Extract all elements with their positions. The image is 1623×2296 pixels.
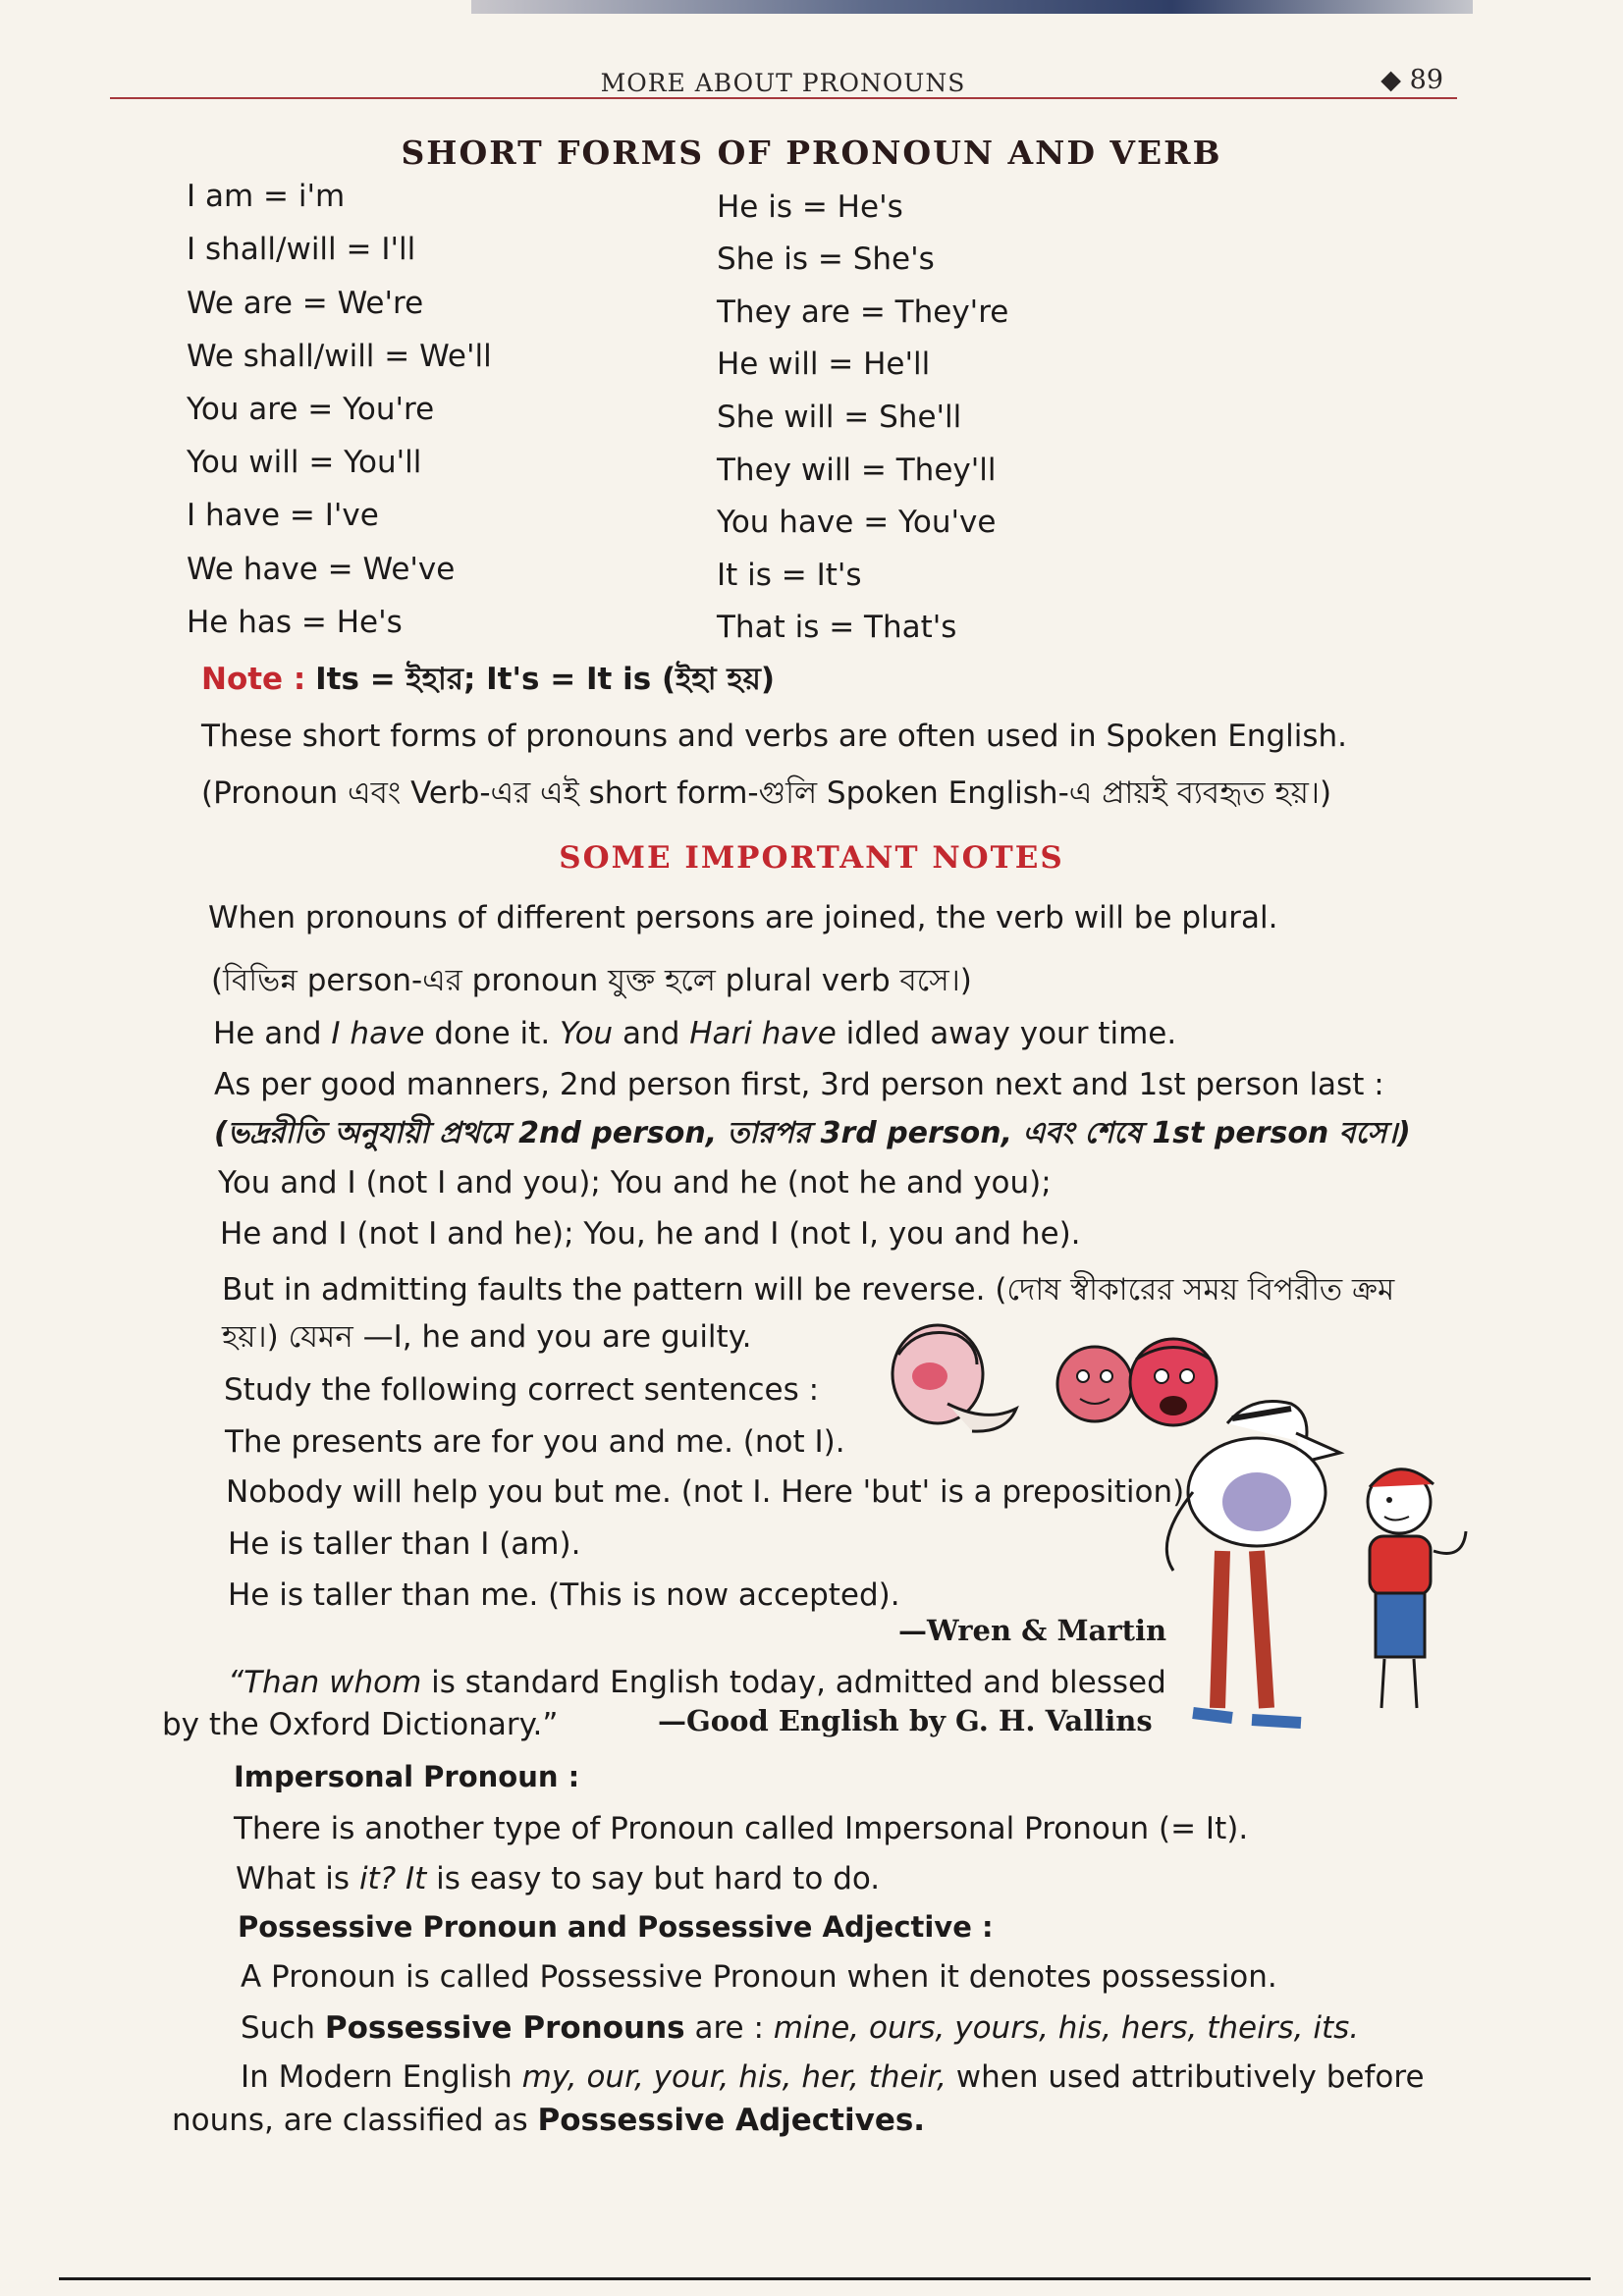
- impersonal-line-2-a: What is: [236, 1861, 359, 1896]
- notes-line-3-d: You: [560, 1016, 614, 1051]
- possessive-line-3-c: when used attributively before: [946, 2059, 1425, 2095]
- short-form-right-8: It is = It's: [717, 558, 862, 593]
- notes-line-3-f: Hari have: [689, 1016, 837, 1051]
- header-rule: [110, 97, 1457, 99]
- possessive-line-3-a: In Modern English: [241, 2059, 522, 2095]
- page-edge-strip: [471, 0, 1473, 14]
- cartoon-girl: [1368, 1469, 1466, 1708]
- notes-line-2: (বিভিন্ন person-এর pronoun যুক্ত হলে plural verb বসে।): [211, 963, 972, 998]
- short-form-right-1: He is = He's: [717, 189, 903, 225]
- short-form-left-2: I shall/will = I'll: [187, 232, 416, 267]
- possessive-line-4-b: Possessive Adjectives.: [537, 2103, 926, 2138]
- quote-line-2: by the Oxford Dictionary.”: [162, 1707, 559, 1742]
- quote-italic: Than whom: [243, 1665, 422, 1700]
- impersonal-line-2-b: it? It: [358, 1861, 427, 1896]
- diamond-bullet-icon: ◆: [1380, 65, 1410, 95]
- notes-line-10: Study the following correct sentences :: [224, 1372, 820, 1408]
- notes-line-8: But in admitting faults the pattern will be reverse. (দোষ স্বীকারের সময় বিপরীত ক্রম: [222, 1272, 1395, 1308]
- impersonal-line-1: There is another type of Pronoun called Impersonal Pronoun (= It).: [234, 1811, 1249, 1846]
- cartoon-face-right: [1130, 1339, 1217, 1425]
- possessive-title: Possessive Pronoun and Possessive Adjective :: [238, 1910, 994, 1944]
- running-title: MORE ABOUT PRONOUNS: [600, 69, 966, 97]
- short-form-right-7: You have = You've: [717, 505, 997, 540]
- possessive-line-2-c: are :: [684, 2010, 774, 2046]
- cartoon-face-middle: [1057, 1347, 1132, 1421]
- possessive-line-2-d: mine, ours, yours, his, hers, theirs, its.: [773, 2010, 1360, 2046]
- quote-rest: is standard English today, admitted and blessed: [421, 1665, 1166, 1700]
- possessive-line-2: [241, 2008, 1359, 2048]
- possessive-line-4-a: nouns, are classified as: [172, 2103, 538, 2138]
- notes-line-3-a: He and: [213, 1016, 332, 1051]
- short-form-left-8: We have = We've: [187, 552, 456, 587]
- notes-line-9: হয়।) যেমন —I, he and you are guilty.: [222, 1319, 752, 1355]
- short-form-left-5: You are = You're: [187, 392, 435, 427]
- notes-line-6: You and I (not I and you); You and he (not he and you);: [218, 1165, 1052, 1201]
- short-forms-paragraph-en: These short forms of pronouns and verbs are often used in Spoken English.: [201, 719, 1348, 754]
- notes-line-3-c: done it.: [424, 1016, 561, 1051]
- page-header: [113, 59, 1453, 102]
- notes-line-3-g: idled away your time.: [836, 1016, 1177, 1051]
- short-form-left-3: We are = We're: [187, 286, 424, 321]
- notes-line-12: Nobody will help you but me. (not I. Here 'but' is a preposition): [226, 1474, 1185, 1510]
- short-form-left-6: You will = You'll: [187, 445, 422, 480]
- page-number-value: 89: [1409, 65, 1443, 95]
- note-line: [201, 660, 775, 699]
- notes-line-3-b: I have: [331, 1016, 425, 1051]
- short-forms-paragraph-bn: (Pronoun এবং Verb-এর এই short form-গুলি Spoken English-এ প্রায়ই ব্যবহৃত হয়।): [201, 775, 1332, 811]
- credit-wren-martin: —Wren & Martin: [898, 1614, 1167, 1647]
- possessive-line-1: A Pronoun is called Possessive Pronoun when it denotes possession.: [241, 1959, 1277, 1995]
- short-form-left-7: I have = I've: [187, 498, 379, 533]
- notes-line-3-e: and: [613, 1016, 690, 1051]
- notes-line-1: When pronouns of different persons are joined, the verb will be plural.: [208, 900, 1278, 935]
- quote-open: “: [228, 1665, 244, 1700]
- short-form-left-9: He has = He's: [187, 605, 403, 640]
- important-notes-heading: SOME IMPORTANT NOTES: [559, 840, 1064, 876]
- credit-vallins: —Good English by G. H. Vallins: [658, 1704, 1153, 1737]
- notes-line-13: He is taller than I (am).: [228, 1526, 581, 1562]
- short-form-right-9: That is = That's: [717, 610, 957, 645]
- short-form-left-1: I am = i'm: [187, 179, 346, 214]
- note-label: Note :: [201, 662, 306, 697]
- notes-line-14: He is taller than me. (This is now accepted).: [228, 1577, 900, 1613]
- short-form-right-4: He will = He'll: [717, 347, 931, 382]
- short-form-left-4: We shall/will = We'll: [187, 339, 492, 374]
- notes-line-4: As per good manners, 2nd person first, 3rd person next and 1st person last :: [214, 1067, 1384, 1102]
- cartoon-tall-man: [1166, 1402, 1340, 1724]
- impersonal-title: Impersonal Pronoun :: [234, 1760, 580, 1793]
- page-number: [1380, 65, 1443, 95]
- page-bottom-edge: [59, 2277, 1591, 2280]
- possessive-line-3: [241, 2057, 1425, 2097]
- possessive-line-2-b: Possessive Pronouns: [324, 2010, 685, 2046]
- short-form-right-2: She is = She's: [717, 241, 935, 277]
- possessive-line-4: [172, 2101, 925, 2140]
- short-forms-heading: SHORT FORMS OF PRONOUN AND VERB: [401, 133, 1222, 172]
- impersonal-line-2: [236, 1859, 880, 1898]
- possessive-line-2-a: Such: [241, 2010, 325, 2046]
- notes-line-11: The presents are for you and me. (not I).: [225, 1424, 845, 1460]
- notes-line-5: (ভদ্ররীতি অনুযায়ী প্রথমে 2nd person, তারপর 3rd person, এবং শেষে 1st person বসে।): [214, 1116, 1411, 1150]
- impersonal-line-2-c: is easy to say but hard to do.: [426, 1861, 881, 1896]
- short-form-right-5: She will = She'll: [717, 400, 962, 435]
- cartoon-face-left: [893, 1325, 1016, 1431]
- short-form-right-3: They are = They're: [717, 294, 1009, 330]
- cartoon-illustration: [879, 1315, 1488, 1767]
- note-text: Its = ইহার; It's = It is (ইহা হয়): [315, 662, 776, 697]
- notes-line-3: [213, 1014, 1176, 1053]
- possessive-line-3-b: my, our, your, his, her, their,: [521, 2059, 947, 2095]
- notes-line-7: He and I (not I and he); You, he and I (not I, you and he).: [220, 1216, 1081, 1252]
- short-form-right-6: They will = They'll: [717, 453, 997, 488]
